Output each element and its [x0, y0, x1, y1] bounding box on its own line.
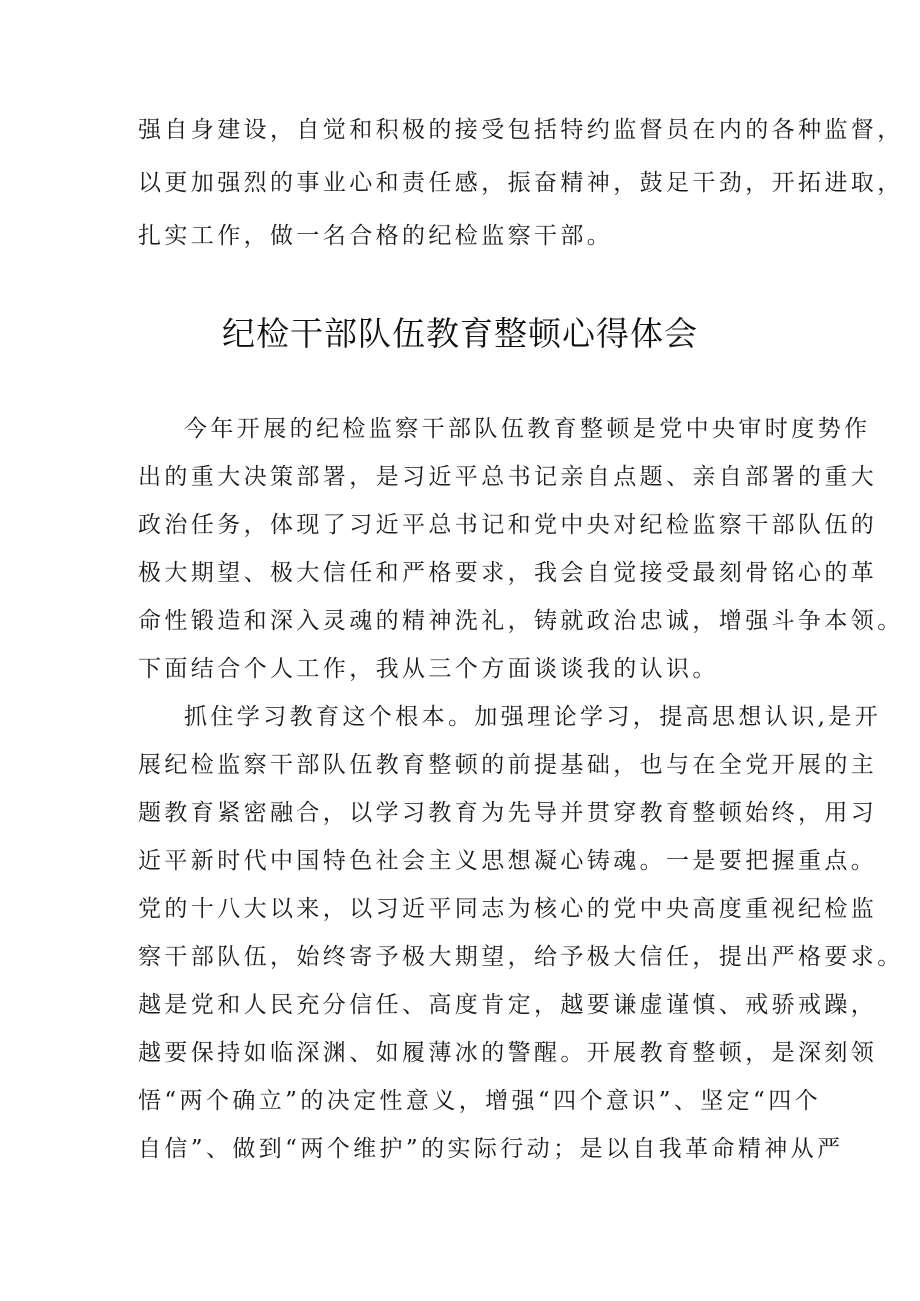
para1-line-2: 出的重大决策部署，是习近平总书记亲自点题、亲自部署的重大 — [138, 464, 878, 490]
para2-line-8: 越要保持如临深渊、如履薄冰的警醒。开展教育整顿，是深刻领 — [138, 1040, 878, 1066]
para2-line-2: 展纪检监察干部队伍教育整顿的前提基础，也与在全党开展的主 — [138, 752, 878, 778]
para1-line-4: 极大期望、极大信任和严格要求，我会自觉接受最刻骨铭心的革 — [138, 560, 878, 586]
para2-line-7: 越是党和人民充分信任、高度肯定，越要谦虚谨慎、戒骄戒躁， — [138, 992, 878, 1018]
para2-line-1: 抓住学习教育这个根本。加强理论学习，提高思想认识,是开 — [184, 704, 882, 730]
para2-line-4: 近平新时代中国特色社会主义思想凝心铸魂。一是要把握重点。 — [138, 848, 878, 874]
para1-line-3: 政治任务，体现了习近平总书记和党中央对纪检监察干部队伍的 — [138, 512, 878, 538]
document-title: 纪检干部队伍教育整顿心得体会 — [222, 314, 698, 353]
para1-line-1: 今年开展的纪检监察干部队伍教育整顿是党中央审时度势作 — [184, 416, 871, 442]
intro-line-1: 强自身建设，自觉和积极的接受包括特约监督员在内的各种监督， — [138, 117, 904, 143]
para1-line-6: 下面结合个人工作，我从三个方面谈谈我的认识。 — [138, 656, 719, 682]
para2-line-10: 自信”、做到“两个维护”的实际行动；是以自我革命精神从严 — [138, 1136, 844, 1162]
para2-line-5: 党的十八大以来，以习近平同志为核心的党中央高度重视纪检监 — [138, 896, 878, 922]
para2-line-9: 悟“两个确立”的决定性意义，增强“四个意识”、坚定“四个 — [138, 1088, 821, 1114]
intro-line-3: 扎实工作，做一名合格的纪检监察干部。 — [138, 223, 614, 249]
para1-line-5: 命性锻造和深入灵魂的精神洗礼，铸就政治忠诚，增强斗争本领。 — [138, 608, 904, 634]
para2-line-3: 题教育紧密融合，以学习教育为先导并贯穿教育整顿始终，用习 — [138, 800, 878, 826]
intro-line-2: 以更加强烈的事业心和责任感，振奋精神，鼓足干劲，开拓进取， — [138, 170, 904, 196]
para2-line-6: 察干部队伍，始终寄予极大期望，给予极大信任，提出严格要求。 — [138, 944, 904, 970]
